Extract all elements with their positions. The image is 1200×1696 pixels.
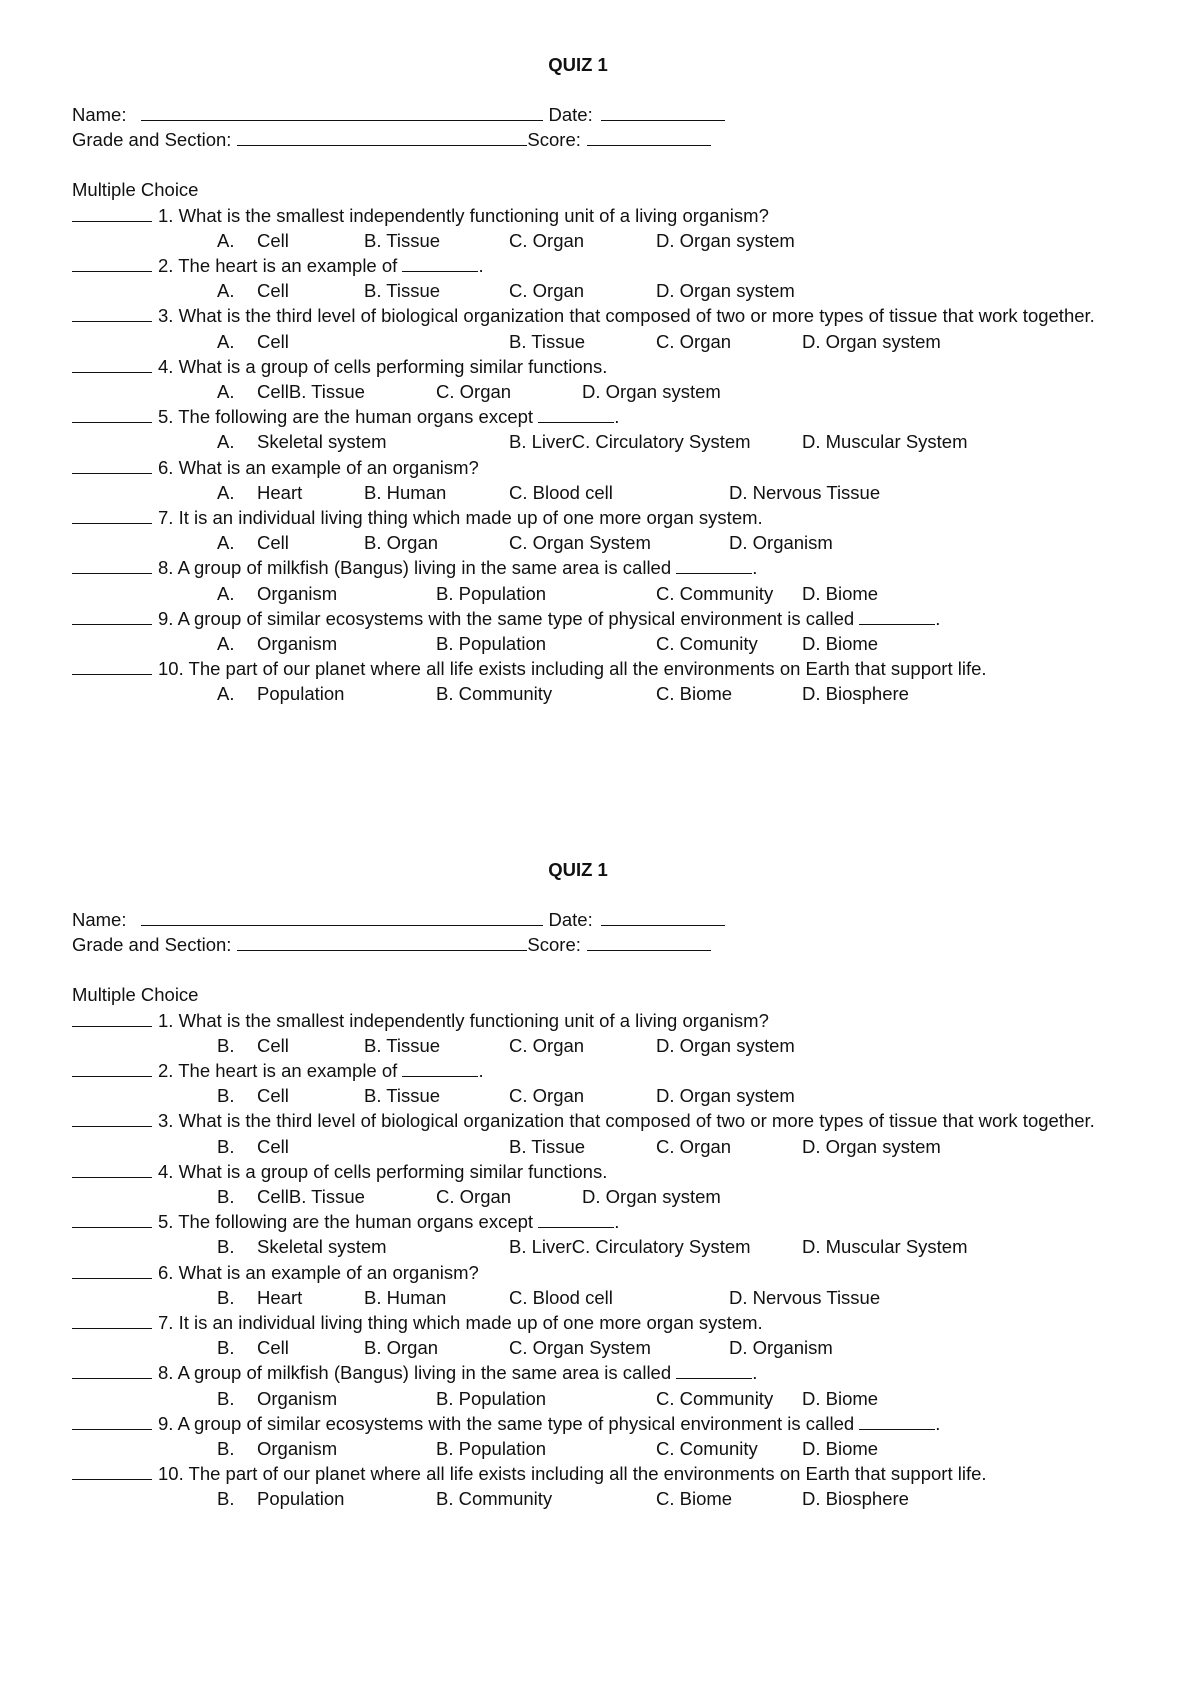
score-label: Score: [527,129,581,151]
answer-option[interactable]: B. Human [364,1286,447,1308]
question-text: It is an individual living thing which made up of one more organ system. [178,1311,763,1333]
spacer [72,152,1132,177]
inline-blank[interactable] [676,557,752,574]
answer-option[interactable]: Organism [257,582,338,604]
question-number: 9. [158,1412,174,1434]
options-row [72,1033,1132,1058]
option-letter: B. [217,1488,235,1510]
answer-blank[interactable] [72,1161,152,1178]
answer-option[interactable]: B. Community [436,1488,553,1510]
question-line [72,1058,1132,1083]
question-number: 2. [158,254,174,276]
answer-option[interactable]: Cell [257,1135,289,1157]
date-field[interactable] [601,909,725,926]
question-number: 6. [158,1261,174,1283]
answer-blank[interactable] [72,1312,152,1329]
question-line [72,404,1132,429]
options-row [72,1285,1132,1310]
inline-blank[interactable] [538,1211,614,1228]
answer-option[interactable]: B. Tissue [364,1034,441,1056]
question-text: What is a group of cells performing similar functions. [178,1160,608,1182]
answer-option[interactable]: C. Organ [509,229,585,251]
date-label: Date: [548,104,593,125]
question-number: 1. [158,1009,174,1031]
answer-option[interactable]: C. Community [656,582,774,604]
option-letter: A. [217,632,235,654]
option-letter: B. [217,1337,235,1359]
options-row [72,429,1132,454]
inline-blank[interactable] [676,1362,752,1379]
question-tail: . [478,254,484,276]
answer-option[interactable]: B. Tissue [509,1135,586,1157]
question-number: 4. [158,1160,174,1182]
question-text: What is an example of an organism? [178,456,479,478]
answer-blank[interactable] [72,1413,152,1430]
options-row [72,631,1132,656]
answer-option[interactable]: D. Biome [802,1387,879,1409]
answer-option[interactable]: D. Organ system [802,1135,941,1157]
question-number: 7. [158,1311,174,1333]
section-heading: Multiple Choice [72,984,199,1006]
answer-option[interactable]: B. Community [436,683,553,705]
option-letter: A. [217,683,235,705]
options-row [72,1134,1132,1159]
inline-blank[interactable] [402,1060,478,1077]
answer-option[interactable]: B. Organ [364,1337,439,1359]
answer-option[interactable]: C. Organ [656,1135,732,1157]
answer-option[interactable]: C. Blood cell [509,481,613,503]
options-row [72,1184,1132,1209]
question-text: The part of our planet where all life exists including all the environments on Earth that support life. [188,658,987,680]
answer-blank[interactable] [72,608,152,625]
question-line [72,1209,1132,1234]
answer-blank[interactable] [72,255,152,272]
answer-option[interactable]: B. LiverC. Circulatory System [509,431,751,453]
options-row [72,1083,1132,1108]
inline-blank[interactable] [859,608,935,625]
question-line [72,1461,1132,1486]
option-letter: A. [217,280,235,302]
answer-option[interactable]: C. Organ [436,380,512,402]
options-row [72,681,1132,706]
answer-blank[interactable] [72,457,152,474]
answer-blank[interactable] [72,1010,152,1027]
question-line [72,1360,1132,1385]
options-row [72,379,1132,404]
question-number: 10. [158,658,184,680]
answer-option[interactable]: Cell [257,229,289,251]
option-letter: B. [217,1135,235,1157]
answer-option[interactable]: CellB. Tissue [257,1185,365,1207]
answer-option[interactable]: C. Organ [656,330,732,352]
options-row [72,1436,1132,1461]
question-line [72,555,1132,580]
answer-option[interactable]: C. Organ [436,1185,512,1207]
answer-option[interactable]: D. Biome [802,1437,879,1459]
question-line [72,1411,1132,1436]
question-number: 3. [158,305,174,327]
answer-option[interactable]: Cell [257,1034,289,1056]
answer-blank[interactable] [72,658,152,675]
answer-option[interactable]: B. Tissue [364,229,441,251]
answer-option[interactable]: D. Organ system [656,1034,795,1056]
question-text: What is the smallest independently functioning unit of a living organism? [178,1009,769,1031]
answer-option[interactable]: D. Organ system [656,280,795,302]
answer-blank[interactable] [72,356,152,373]
option-letter: B. [217,1387,235,1409]
grade-section-label: Grade and Section: [72,934,232,956]
name-date-line [72,907,1132,932]
spacer [72,882,1132,907]
answer-option[interactable]: B. Population [436,1437,547,1459]
answer-option[interactable]: B. Human [364,481,447,503]
option-letter: B. [217,1286,235,1308]
answer-option[interactable]: D. Organ system [582,380,721,402]
answer-option[interactable]: B. Population [436,582,547,604]
question-text: The part of our planet where all life exists including all the environments on Earth that support life. [188,1463,987,1485]
question-line [72,1008,1132,1033]
score-field[interactable] [587,129,711,146]
option-letter: B. [217,1034,235,1056]
question-text: The heart is an example of [178,1059,398,1081]
answer-option[interactable]: D. Organ system [656,1085,795,1107]
options-row [72,1486,1132,1511]
grade-section-field[interactable] [237,129,527,146]
answer-option[interactable]: D. Nervous Tissue [729,1286,881,1308]
question-text: A group of similar ecosystems with the same type of physical environment is called [177,607,855,629]
question-number: 2. [158,1059,174,1081]
answer-option[interactable]: B. Population [436,1387,547,1409]
question-line [72,1108,1132,1133]
option-letter: B. [217,1085,235,1107]
grade-section-label: Grade and Section: [72,129,232,151]
question-line [72,253,1132,278]
answer-option[interactable]: C. Blood cell [509,1286,613,1308]
question-text: What is the third level of biological organization that composed of two or more types of tissue that work together. [178,1110,1095,1132]
option-letter: B. [217,1236,235,1258]
answer-option[interactable]: C. Biome [656,1488,733,1510]
question-line [72,203,1132,228]
date-label: Date: [548,909,593,930]
answer-option[interactable]: Organism [257,1437,338,1459]
answer-option[interactable]: C. Organ System [509,1337,651,1359]
option-letter: A. [217,380,235,402]
answer-option[interactable]: B. LiverC. Circulatory System [509,1236,751,1258]
answer-option[interactable]: D. Nervous Tissue [729,481,881,503]
question-number: 4. [158,355,174,377]
question-tail: . [935,607,941,629]
option-letter: A. [217,330,235,352]
quiz-title: QUIZ 1 [548,54,608,75]
name-label: Name: [72,909,127,930]
answer-blank[interactable] [72,557,152,574]
spacer [72,77,1132,102]
spacer [72,957,1132,982]
question-line [72,1260,1132,1285]
answer-option[interactable]: D. Biome [802,632,879,654]
question-tail: . [614,1211,620,1233]
answer-option[interactable]: D. Organism [729,532,833,554]
answer-blank[interactable] [72,1060,152,1077]
answer-option[interactable]: C. Comunity [656,632,758,654]
answer-option[interactable]: Organism [257,632,338,654]
answer-option[interactable]: Skeletal system [257,431,387,453]
answer-option[interactable]: D. Muscular System [802,431,968,453]
options-row [72,1386,1132,1411]
quiz-block [72,858,1132,1511]
question-number: 7. [158,506,174,528]
answer-option[interactable]: B. Organ [364,532,439,554]
question-line [72,1159,1132,1184]
answer-option[interactable]: Cell [257,1337,289,1359]
answer-option[interactable]: C. Biome [656,683,733,705]
question-number: 8. [158,557,174,579]
answer-option[interactable]: C. Organ System [509,532,651,554]
answer-option[interactable]: B. Population [436,632,547,654]
answer-option[interactable]: D. Biosphere [802,1488,909,1510]
question-text: A group of milkfish (Bangus) living in the same area is called [177,557,672,579]
question-text: What is a group of cells performing similar functions. [178,355,608,377]
question-text: What is the smallest independently functioning unit of a living organism? [178,204,769,226]
answer-option[interactable]: C. Organ [509,280,585,302]
answer-blank[interactable] [72,1362,152,1379]
options-row [72,1234,1132,1259]
question-tail: . [478,1059,484,1081]
answer-option[interactable]: CellB. Tissue [257,380,365,402]
answer-option[interactable]: D. Muscular System [802,1236,968,1258]
options-row [72,530,1132,555]
answer-option[interactable]: Cell [257,1085,289,1107]
answer-blank[interactable] [72,1262,152,1279]
question-text: It is an individual living thing which made up of one more organ system. [178,506,763,528]
question-text: The following are the human organs except [178,1211,534,1233]
question-text: A group of milkfish (Bangus) living in the same area is called [177,1362,672,1384]
answer-option[interactable]: D. Organ system [582,1185,721,1207]
answer-option[interactable]: B. Tissue [364,1085,441,1107]
grade-section-field[interactable] [237,934,527,951]
answer-option[interactable]: Cell [257,280,289,302]
answer-option[interactable]: Population [257,1488,345,1510]
answer-option[interactable]: Skeletal system [257,1236,387,1258]
answer-option[interactable]: D. Biosphere [802,683,909,705]
question-text: A group of similar ecosystems with the same type of physical environment is called [177,1412,855,1434]
name-label: Name: [72,104,127,125]
option-letter: A. [217,582,235,604]
answer-blank[interactable] [72,1110,152,1127]
question-number: 9. [158,607,174,629]
answer-option[interactable]: D. Organism [729,1337,833,1359]
grade-score-line [72,932,1132,957]
answer-blank[interactable] [72,1211,152,1228]
question-tail: . [614,406,620,428]
question-text: What is the third level of biological organization that composed of two or more types of tissue that work together. [178,305,1095,327]
answer-option[interactable]: Cell [257,330,289,352]
date-field[interactable] [601,104,725,121]
answer-option[interactable]: C. Organ [509,1034,585,1056]
option-letter: A. [217,229,235,251]
score-field[interactable] [587,934,711,951]
name-field[interactable] [141,909,543,926]
answer-option[interactable]: Population [257,683,345,705]
answer-option[interactable]: D. Biome [802,582,879,604]
question-text: The heart is an example of [178,254,398,276]
answer-option[interactable]: B. Tissue [509,330,586,352]
options-row [72,480,1132,505]
answer-option[interactable]: Heart [257,481,303,503]
quiz-block [72,53,1132,706]
option-letter: A. [217,481,235,503]
inline-blank[interactable] [538,406,614,423]
question-number: 3. [158,1110,174,1132]
question-text: The following are the human organs except [178,406,534,428]
answer-option[interactable]: Cell [257,532,289,554]
question-tail: . [935,1412,941,1434]
question-line [72,354,1132,379]
options-row [72,228,1132,253]
answer-blank[interactable] [72,205,152,222]
question-line [72,606,1132,631]
answer-blank[interactable] [72,406,152,423]
option-letter: A. [217,431,235,453]
answer-option[interactable]: C. Organ [509,1085,585,1107]
question-number: 6. [158,456,174,478]
answer-option[interactable]: C. Comunity [656,1437,758,1459]
answer-blank[interactable] [72,1463,152,1480]
name-date-line [72,102,1132,127]
question-number: 5. [158,406,174,428]
options-row [72,329,1132,354]
question-number: 1. [158,204,174,226]
inline-blank[interactable] [859,1413,935,1430]
question-line [72,656,1132,681]
question-line [72,303,1132,328]
option-letter: B. [217,1185,235,1207]
options-row [72,581,1132,606]
answer-option[interactable]: C. Community [656,1387,774,1409]
options-row [72,278,1132,303]
answer-option[interactable]: B. Tissue [364,280,441,302]
question-number: 10. [158,1463,184,1485]
question-number: 5. [158,1211,174,1233]
answer-option[interactable]: Organism [257,1387,338,1409]
question-tail: . [752,1362,758,1384]
quiz-title: QUIZ 1 [548,859,608,880]
option-letter: A. [217,532,235,554]
question-text: What is an example of an organism? [178,1261,479,1283]
answer-blank[interactable] [72,507,152,524]
inline-blank[interactable] [402,255,478,272]
name-field[interactable] [141,104,543,121]
question-tail: . [752,557,758,579]
answer-blank[interactable] [72,305,152,322]
grade-score-line [72,127,1132,152]
score-label: Score: [527,934,581,956]
options-row [72,1335,1132,1360]
question-line [72,455,1132,480]
question-line [72,1310,1132,1335]
question-number: 8. [158,1362,174,1384]
option-letter: B. [217,1437,235,1459]
section-heading: Multiple Choice [72,179,199,201]
answer-option[interactable]: D. Organ system [656,229,795,251]
answer-option[interactable]: Heart [257,1286,303,1308]
question-line [72,505,1132,530]
answer-option[interactable]: D. Organ system [802,330,941,352]
